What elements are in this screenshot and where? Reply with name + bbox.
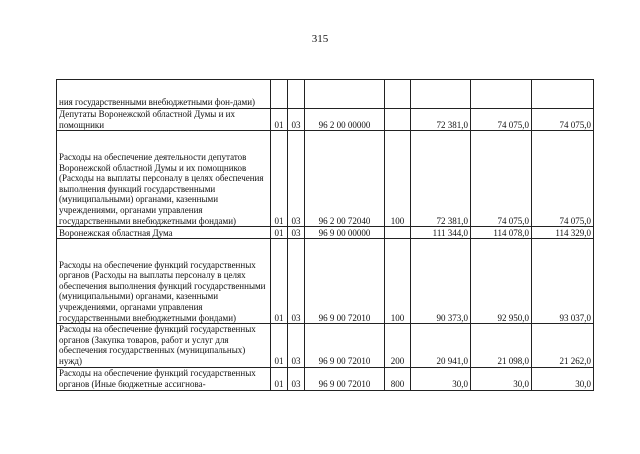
expense-name-cell bbox=[57, 239, 271, 324]
amount-year-1: 111 344,0 bbox=[411, 227, 471, 239]
amount-year-2: 30,0 bbox=[471, 367, 532, 390]
amount-year-1: 72 381,0 bbox=[411, 109, 471, 131]
subsection-code: 03 bbox=[288, 239, 305, 324]
expense-name-cell bbox=[57, 324, 271, 367]
target-article-code: 96 9 00 72010 bbox=[305, 367, 385, 390]
expense-type-code bbox=[385, 80, 411, 109]
table-row bbox=[57, 367, 594, 390]
expense-type-code: 100 bbox=[385, 239, 411, 324]
amount-year-1 bbox=[411, 80, 471, 109]
amount-year-3: 93 037,0 bbox=[532, 239, 594, 324]
expense-name-cell bbox=[57, 367, 271, 390]
table-body bbox=[57, 80, 594, 391]
expense-name: Депутаты Воронежской областной Думы и их помощники bbox=[59, 109, 235, 130]
amount-year-2 bbox=[471, 80, 532, 109]
expense-name-cell bbox=[57, 80, 271, 109]
amount-year-2: 74 075,0 bbox=[471, 109, 532, 131]
table-row bbox=[57, 239, 594, 324]
expense-type-code bbox=[385, 109, 411, 131]
subsection-code: 03 bbox=[288, 131, 305, 227]
amount-year-1: 20 941,0 bbox=[411, 324, 471, 367]
table-row bbox=[57, 227, 594, 239]
expense-name: Расходы на обеспечение деятельности депутатов Воронежской областной Думы и их помощников (Расходы на выплаты персоналу в целях обеспечения выполнения функций государственными (муниципальными) органами, казенными учреждениями, органами управления государственными внебюджетными фондами) bbox=[59, 152, 264, 226]
subsection-code: 03 bbox=[288, 367, 305, 390]
expense-type-code bbox=[385, 227, 411, 239]
amount-year-2: 74 075,0 bbox=[471, 131, 532, 227]
amount-year-3: 74 075,0 bbox=[532, 131, 594, 227]
amount-year-3: 114 329,0 bbox=[532, 227, 594, 239]
amount-year-3: 74 075,0 bbox=[532, 109, 594, 131]
target-article-code: 96 2 00 72040 bbox=[305, 131, 385, 227]
section-code: 01 bbox=[271, 109, 288, 131]
amount-year-2: 21 098,0 bbox=[471, 324, 532, 367]
table-row bbox=[57, 80, 594, 109]
expense-name: Воронежская областная Дума bbox=[59, 227, 173, 238]
subsection-code: 03 bbox=[288, 227, 305, 239]
expense-name: Расходы на обеспечение функций государственных органов (Расходы на выплаты персоналу в целях обеспечения выполнения функций государственными (муниципальными) органами, казенными учреждениями, органами управления государственными внебюджетными фондами) bbox=[59, 259, 266, 323]
section-code bbox=[271, 80, 288, 109]
expense-type-code: 100 bbox=[385, 131, 411, 227]
amount-year-1: 30,0 bbox=[411, 367, 471, 390]
section-code: 01 bbox=[271, 239, 288, 324]
expense-name-cell bbox=[57, 109, 271, 131]
target-article-code: 96 2 00 00000 bbox=[305, 109, 385, 131]
expense-name: Расходы на обеспечение функций государственных органов (Иные бюджетные ассигнова- bbox=[59, 368, 256, 389]
subsection-code bbox=[288, 80, 305, 109]
budget-table bbox=[56, 79, 594, 391]
table-row bbox=[57, 324, 594, 367]
amount-year-1: 90 373,0 bbox=[411, 239, 471, 324]
target-article-code: 96 9 00 00000 bbox=[305, 227, 385, 239]
amount-year-2: 114 078,0 bbox=[471, 227, 532, 239]
expense-type-code: 200 bbox=[385, 324, 411, 367]
amount-year-3: 21 262,0 bbox=[532, 324, 594, 367]
subsection-code: 03 bbox=[288, 109, 305, 131]
expense-type-code: 800 bbox=[385, 367, 411, 390]
section-code: 01 bbox=[271, 131, 288, 227]
section-code: 01 bbox=[271, 324, 288, 367]
subsection-code: 03 bbox=[288, 324, 305, 367]
amount-year-3: 30,0 bbox=[532, 367, 594, 390]
expense-name-cell bbox=[57, 227, 271, 239]
target-article-code: 96 9 00 72010 bbox=[305, 324, 385, 367]
table-row bbox=[57, 131, 594, 227]
target-article-code bbox=[305, 80, 385, 109]
expense-name: ния государственными внебюджетными фон-дами) bbox=[59, 97, 256, 108]
amount-year-1: 72 381,0 bbox=[411, 131, 471, 227]
table-row bbox=[57, 109, 594, 131]
target-article-code: 96 9 00 72010 bbox=[305, 239, 385, 324]
amount-year-2: 92 950,0 bbox=[471, 239, 532, 324]
section-code: 01 bbox=[271, 227, 288, 239]
amount-year-3 bbox=[532, 80, 594, 109]
section-code: 01 bbox=[271, 367, 288, 390]
expense-name-cell bbox=[57, 131, 271, 227]
page-number: 315 bbox=[311, 33, 329, 45]
expense-name: Расходы на обеспечение функций государственных органов (Закупка товаров, работ и услуг для обеспечения государственных (муниципальных) нужд) bbox=[59, 324, 256, 366]
